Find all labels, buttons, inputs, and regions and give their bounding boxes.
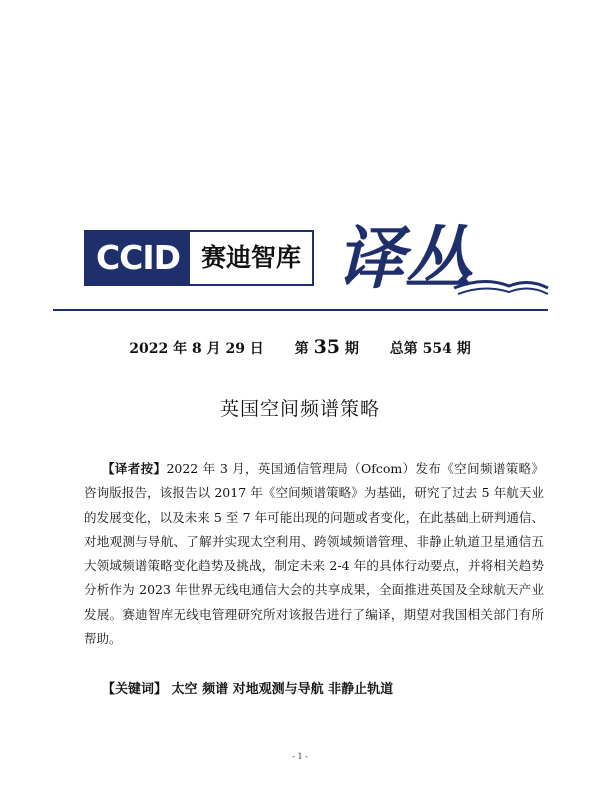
translator-note-body: 2022 年 3 月，英国通信管理局（Ofcom）发布《空间频谱策略》咨询版报告，该报告以 2017 年《空间频谱策略》为基础，研究了过去 5 年航天业的发展变化，以及未来 5 至 7 年可能出现的问题或者变化，在此基础上研判通信、对地观测与导航、了解并实现太空利用、跨领域频谱管理、非静止轨道卫星通信五大领域频谱策略变化趋势及挑战，制定未来 2-4 年的具体行动要点，并将相关趋势分析作为 2023 年世界无线电通信大会的共享成果，全面推进英国及全球航天产业发展。赛迪智库无线电管理研究所对该报告进行了编译，期望对我国相关部门有所帮助。 <box>84 461 544 647</box>
issue-number <box>295 336 359 358</box>
keywords-label: 【关键词】 <box>102 682 168 697</box>
document-title: 英国空间频谱策略 <box>219 398 380 420</box>
logo-text: CCID <box>86 232 190 284</box>
series-title-text: 译丛 <box>336 219 473 299</box>
keywords <box>102 678 393 697</box>
translator-note <box>84 457 544 651</box>
issue-date: 2022 年 8 月 29 日 <box>129 341 264 357</box>
issue-number-value: 35 <box>313 336 341 358</box>
brand-name: 赛迪智库 <box>200 243 301 272</box>
masthead <box>84 214 554 300</box>
issue-suffix: 期 <box>344 341 359 357</box>
series-title-calligraphy <box>334 214 554 300</box>
masthead-divider <box>53 309 548 311</box>
issue-prefix: 第 <box>294 341 309 357</box>
keywords-items: 太空 频谱 对地观测与导航 非静止轨道 <box>171 682 394 697</box>
issue-total: 总第 554 期 <box>389 341 471 357</box>
issue-info <box>0 336 600 358</box>
translator-note-label: 【译者按】 <box>102 461 167 476</box>
page-number: - 1 - <box>292 752 308 761</box>
ccid-logo <box>84 230 314 286</box>
